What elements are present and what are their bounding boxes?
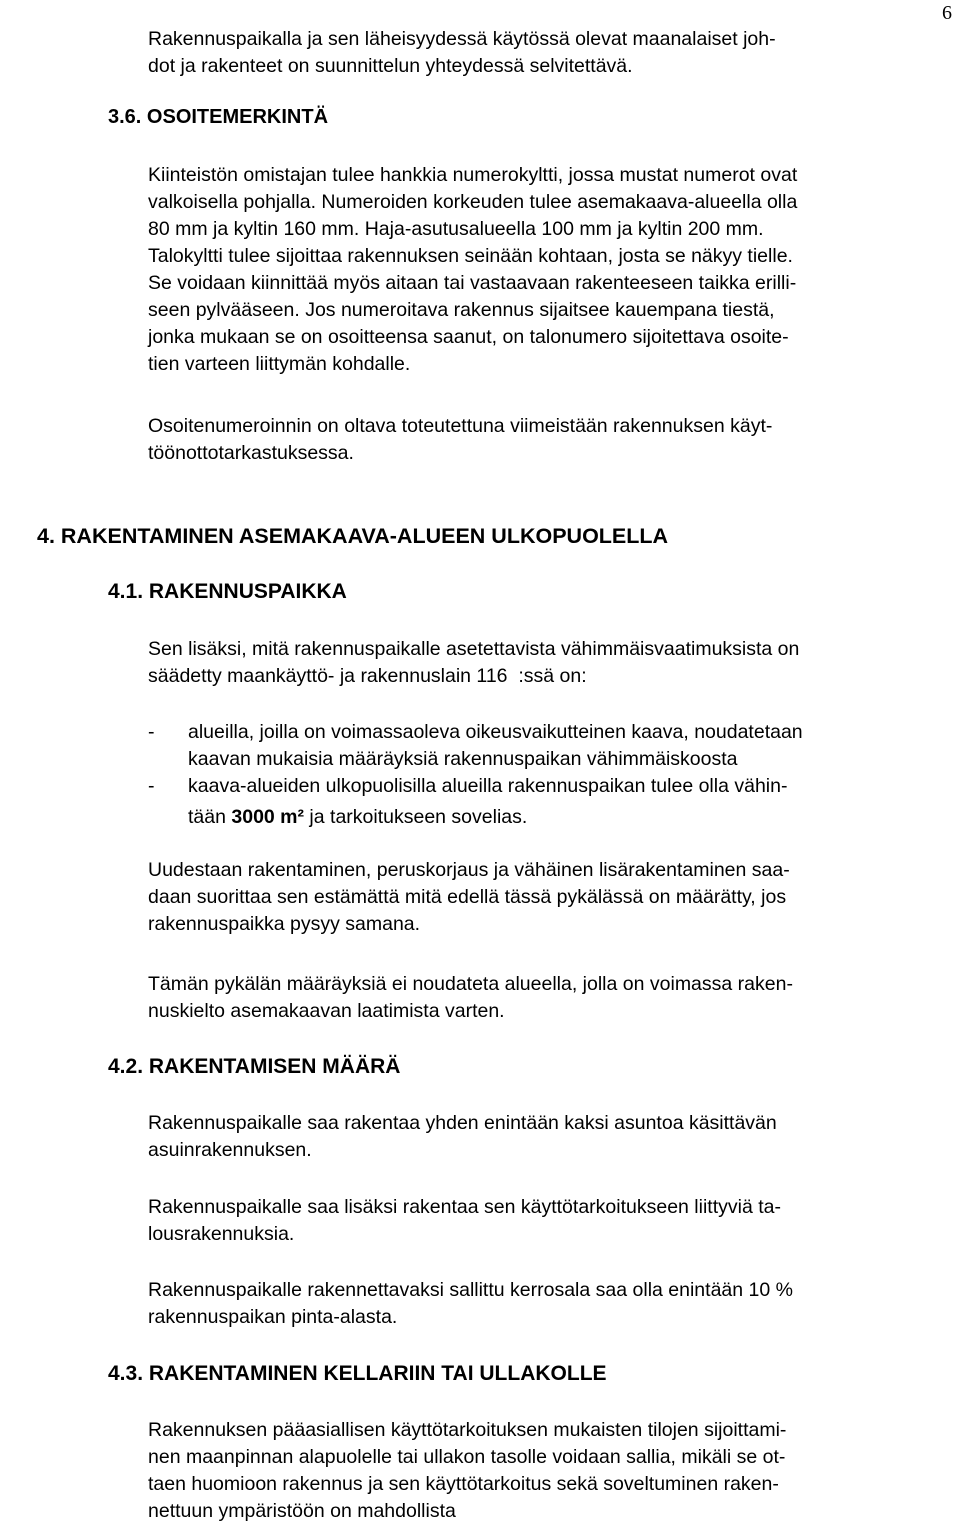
text-line: valkoisella pohjalla. Numeroiden korkeuden tulee asemakaava-alueella olla	[148, 191, 798, 213]
text-line: Se voidaan kiinnittää myös aitaan tai vastaavaan rakenteeseen taikka erilli-	[148, 272, 797, 294]
intro-paragraph	[148, 26, 954, 80]
list-dash: -	[148, 721, 155, 743]
text-line: Rakennuspaikalle saa lisäksi rakentaa sen käyttötarkoitukseen liittyviä ta-	[148, 1196, 781, 1218]
text-line: nen maanpinnan alapuolelle tai ullakon tasolle voidaan sallia, mikäli se ot-	[148, 1446, 786, 1468]
list-item	[148, 773, 954, 827]
text-line: Tämän pykälän määräyksiä ei noudateta alueella, jolla on voimassa raken-	[148, 973, 793, 995]
text-line: nettuun ympäristöön on mahdollista	[148, 1500, 456, 1522]
text-line: Kiinteistön omistajan tulee hankkia numerokyltti, jossa mustat numerot ovat	[148, 164, 798, 186]
text-line: Rakennuksen pääasiallisen käyttötarkoituksen mukaisten tilojen sijoittami-	[148, 1419, 787, 1441]
paragraph-building-site	[148, 636, 954, 690]
text-line: nuskielto asemakaavan laatimista varten.	[148, 1000, 505, 1022]
text-line: Uudestaan rakentaminen, peruskorjaus ja vähäinen lisärakentaminen saa-	[148, 859, 790, 881]
text-line: Rakennuspaikalle rakennettavaksi sallittu kerrosala saa olla enintään 10 %	[148, 1279, 793, 1301]
paragraph-building-ban	[148, 971, 954, 1025]
paragraph-basement-attic	[148, 1417, 954, 1525]
text-line: kaavan mukaisia määräyksiä rakennuspaikan vähimmäiskoosta	[188, 748, 738, 770]
text-line: dot ja rakenteet on suunnittelun yhteydessä selvitettävä.	[148, 55, 633, 77]
minimum-area-value: 3000 m²	[231, 806, 305, 828]
text-line: Sen lisäksi, mitä rakennuspaikalle asetettavista vähimmäisvaatimuksista on	[148, 638, 800, 660]
paragraph-floor-area	[148, 1277, 954, 1331]
text-line: tien varteen liittymän kohdalle.	[148, 353, 411, 375]
text-line: Rakennuspaikalle saa rakentaa yhden enintään kaksi asuntoa käsittävän	[148, 1112, 777, 1134]
text-line: rakennuspaikan pinta-alasta.	[148, 1306, 398, 1328]
text-line: jonka mukaan se on osoitteensa saanut, on talonumero sijoitettava osoite-	[148, 326, 789, 348]
text-line: kaava-alueiden ulkopuolisilla alueilla rakennuspaikan tulee olla vähin-	[188, 775, 788, 797]
text-line: asuinrakennuksen.	[148, 1139, 312, 1161]
paragraph-dwellings	[148, 1110, 954, 1164]
paragraph-rebuilding	[148, 857, 954, 938]
text-line: Talokyltti tulee sijoittaa rakennuksen seinään kohtaan, josta se näkyy tielle.	[148, 245, 793, 267]
text-line: lousrakennuksia.	[148, 1223, 295, 1245]
heading-4-3: 4.3. RAKENTAMINEN KELLARIIN TAI ULLAKOLLE	[108, 1362, 607, 1385]
paragraph-outbuildings	[148, 1194, 954, 1248]
list-item	[148, 719, 954, 773]
paragraph-address-sign	[148, 162, 954, 378]
text-line: töönottotarkastuksessa.	[148, 442, 354, 464]
text-line: seen pylvääseen. Jos numeroitava rakennus sijaitsee kauempana tiestä,	[148, 299, 775, 321]
text-line: säädetty maankäyttö- ja rakennuslain 116 :ssä on:	[148, 665, 587, 687]
list-dash: -	[148, 775, 155, 797]
text-line: Osoitenumeroinnin on oltava toteutettuna viimeistään rakennuksen käyt-	[148, 415, 773, 437]
text-line: taen huomioon rakennus ja sen käyttötarkoitus sekä soveltuminen raken-	[148, 1473, 779, 1495]
text-line: rakennuspaikka pysyy samana.	[148, 913, 421, 935]
page-number: 6	[942, 2, 952, 24]
text-line: tään 3000 m² ja tarkoitukseen sovelias.	[188, 806, 528, 828]
heading-4: 4. RAKENTAMINEN ASEMAKAAVA-ALUEEN ULKOPUOLELLA	[37, 524, 669, 548]
text-line: Rakennuspaikalla ja sen läheisyydessä käytössä olevat maanalaiset joh-	[148, 28, 776, 50]
heading-3-6: 3.6. OSOITEMERKINTÄ	[108, 106, 329, 128]
paragraph-address-deadline	[148, 413, 954, 467]
text-line: 80 mm ja kyltin 160 mm. Haja-asutusalueella 100 mm ja kyltin 200 mm.	[148, 218, 764, 240]
heading-4-1: 4.1. RAKENNUSPAIKKA	[108, 580, 347, 603]
text-line: daan suorittaa sen estämättä mitä edellä tässä pykälässä on määrätty, jos	[148, 886, 787, 908]
heading-4-2: 4.2. RAKENTAMISEN MÄÄRÄ	[108, 1055, 401, 1078]
text-line: alueilla, joilla on voimassaoleva oikeusvaikutteinen kaava, noudatetaan	[188, 721, 803, 743]
